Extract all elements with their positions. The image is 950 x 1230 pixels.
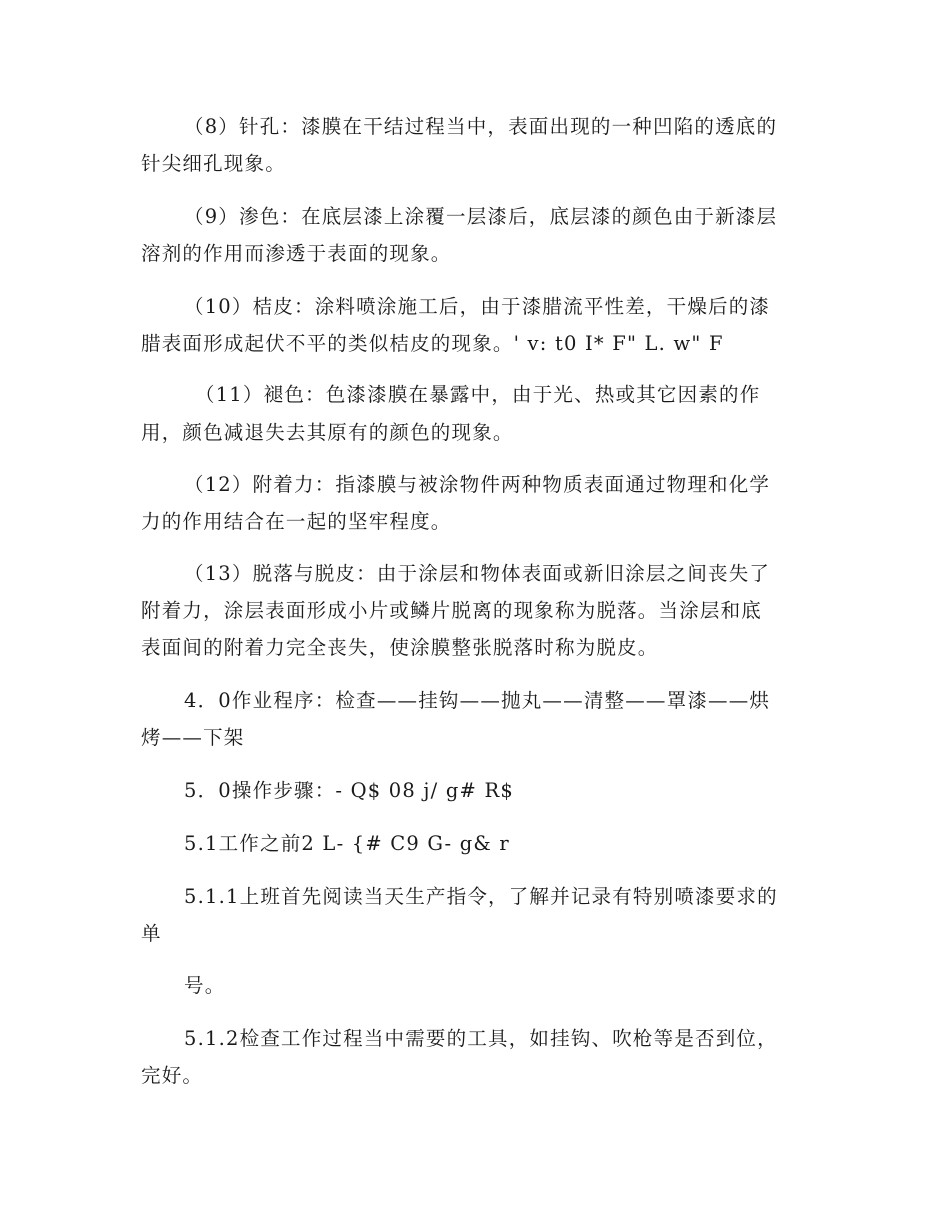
paragraph-9-line-1: （9）渗色：在底层漆上涂覆一层漆后，底层漆的颜色由于新漆层 — [184, 205, 778, 228]
section-5-heading: 5．0操作步骤：- Q$ 08 j/ g# R$ — [184, 779, 514, 802]
section-5-1-heading: 5.1工作之前2 L- {# C9 G- g& r — [184, 832, 510, 855]
item-5-1-1-line-1: 5.1.1上班首先阅读当天生产指令，了解并记录有特别喷漆要求的 — [184, 885, 778, 908]
section-4-line-2: 烤——下架 — [141, 726, 245, 749]
item-5-1-1-line-2: 单 — [141, 922, 162, 945]
paragraph-11-line-2: 用，颜色减退失去其原有的颜色的现象。 — [141, 421, 514, 444]
paragraph-11-line-1: （11）褪色：色漆漆膜在暴露中，由于光、热或其它因素的作 — [195, 383, 761, 406]
paragraph-12-line-2: 力的作用结合在一起的坚牢程度。 — [141, 510, 452, 533]
item-5-1-2-line-1: 5.1.2检查工作过程当中需要的工具，如挂钩、吹枪等是否到位， — [184, 1027, 778, 1050]
paragraph-8-line-2: 针尖细孔现象。 — [141, 152, 286, 175]
paragraph-13-line-2: 附着力，涂层表面形成小片或鳞片脱离的现象称为脱落。当涂层和底 — [141, 599, 763, 622]
item-5-1-1-line-3: 号。 — [184, 974, 226, 997]
section-4-line-1: 4．0作业程序：检查——挂钩——抛丸——清整——罩漆——烘 — [184, 689, 771, 712]
item-5-1-2-line-2: 完好。 — [141, 1064, 204, 1087]
paragraph-9-line-2: 溶剂的作用而渗透于表面的现象。 — [141, 242, 452, 265]
paragraph-13-line-3: 表面间的附着力完全丧失，使涂膜整张脱落时称为脱皮。 — [141, 636, 659, 659]
paragraph-10-line-2: 腊表面形成起伏不平的类似桔皮的现象。' v: t0 I* F" L. w" F — [141, 332, 724, 355]
paragraph-10-line-1: （10）桔皮：涂料喷涂施工后，由于漆腊流平性差，干燥后的漆 — [184, 295, 771, 318]
paragraph-8-line-1: （8）针孔：漆膜在干结过程当中，表面出现的一种凹陷的透底的 — [184, 115, 778, 138]
paragraph-12-line-1: （12）附着力：指漆膜与被涂物件两种物质表面通过物理和化学 — [184, 473, 771, 496]
paragraph-13-line-1: （13）脱落与脱皮：由于涂层和物体表面或新旧涂层之间丧失了 — [184, 562, 771, 585]
